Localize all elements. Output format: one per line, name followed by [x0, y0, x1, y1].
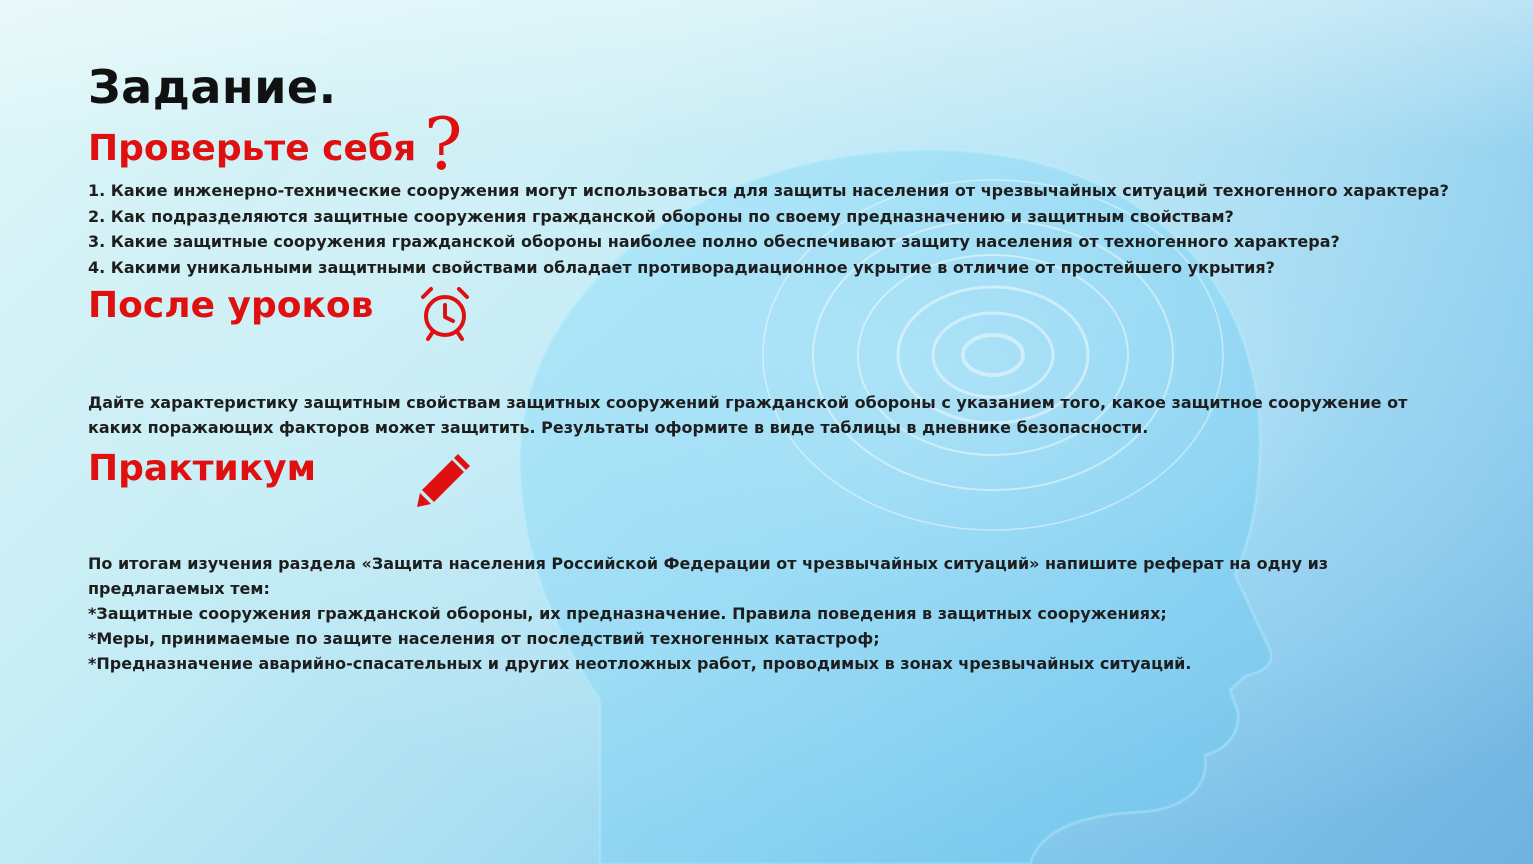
alarm-clock-icon — [415, 283, 475, 343]
practicum-heading: Практикум — [88, 448, 317, 489]
question-item: 3. Какие защитные сооружения гражданской обороны наиболее полно обеспечивают защиту населения от техногенного характера? — [88, 232, 1340, 251]
after-lessons-text: Дайте характеристику защитным свойствам защитных сооружений гражданской обороны с указанием того, какое защитное сооружение от каких поражающих факторов может защитить. Результаты оформите в виде таблицы в дневнике безопасности. — [88, 393, 1408, 437]
question-item: 2. Как подразделяются защитные сооружения гражданской обороны по своему предназначению и защитным свойствам? — [88, 206, 1234, 226]
questions-list — [88, 178, 1449, 280]
question-item: 1. Какие инженерно-технические сооружения могут использоваться для защиты населения от чрезвычайных ситуаций техногенного характера? — [88, 181, 1449, 200]
topic-item: *Предназначение аварийно-спасательных и других неотложных работ, проводимых в зонах чрезвычайных ситуаций. — [88, 654, 1192, 673]
after-lessons-heading: После уроков — [88, 285, 374, 326]
question-mark-icon: ? — [424, 102, 463, 186]
practicum-intro: По итогам изучения раздела «Защита населения Российской Федерации от чрезвычайных ситуаций» напишите реферат на одну из предлагаемых тем: — [88, 554, 1329, 598]
practicum-topics — [88, 601, 1433, 676]
topic-item: *Меры, принимаемые по защите населения от последствий техногенных катастроф; — [88, 629, 880, 648]
pencil-icon — [414, 450, 476, 510]
check-yourself-heading: Проверьте себя — [88, 128, 417, 169]
topic-item: *Защитные сооружения гражданской обороны, их предназначение. Правила поведения в защитных сооружениях; — [88, 604, 1167, 623]
page-title: Задание. — [88, 60, 337, 114]
question-item: 4. Какими уникальными защитными свойствами обладает противорадиационное укрытие в отличие от простейшего укрытия? — [88, 257, 1275, 277]
